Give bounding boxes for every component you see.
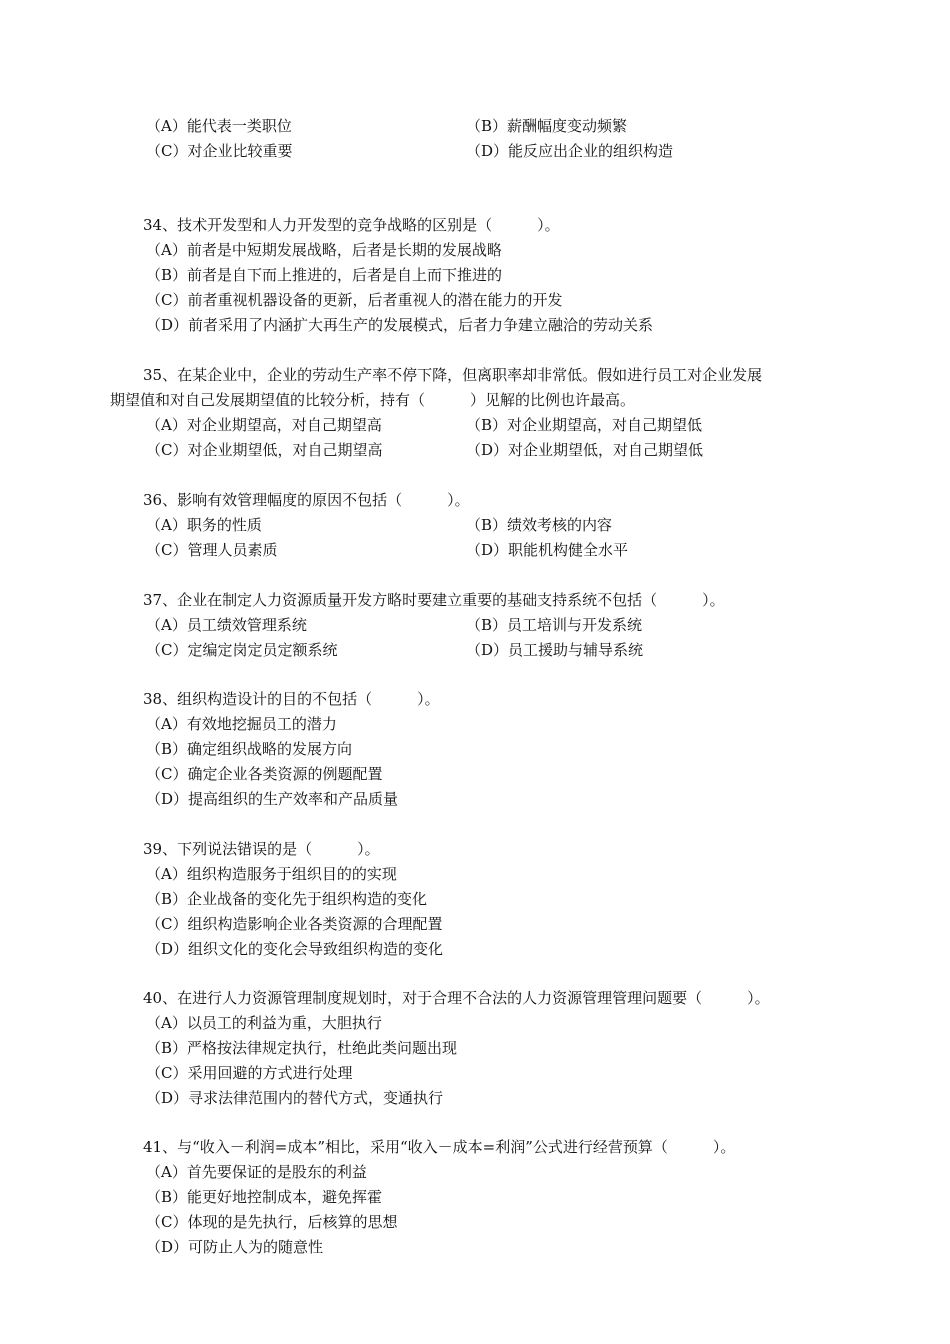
question-37-option-a: （A）员工绩效管理系统 [146,616,307,634]
option-d: （D）能反应出企业的组织构造 [466,142,674,160]
question-39-option-b: （B）企业战备的变化先于组织构造的变化 [146,890,428,908]
question-41-option-b: （B）能更好地控制成本，避免挥霍 [146,1188,383,1206]
question-35-option-c: （C）对企业期望低，对自己期望高 [146,441,383,459]
question-39-stem: 39、下列说法错误的是（ ）。 [143,840,380,858]
question-37-option-b: （B）员工培训与开发系统 [466,616,643,634]
question-38-option-c: （C）确定企业各类资源的例题配置 [146,765,383,783]
question-35-option-d: （D）对企业期望低，对自己期望低 [466,441,704,459]
question-34-stem: 34、技术开发型和人力开发型的竞争战略的区别是（ ）。 [143,216,560,234]
question-38-option-b: （B）确定组织战略的发展方向 [146,740,353,758]
question-39-option-a: （A）组织构造服务于组织目的的实现 [146,865,397,883]
question-35-option-b: （B）对企业期望高，对自己期望低 [466,416,703,434]
question-35-option-a: （A）对企业期望高，对自己期望高 [146,416,382,434]
question-34-option-c: （C）前者重视机器设备的更新，后者重视人的潜在能力的开发 [146,291,563,309]
question-40-option-d: （D）寻求法律范围内的替代方式，变通执行 [146,1089,444,1107]
question-36-option-c: （C）管理人员素质 [146,541,278,559]
question-34-option-d: （D）前者采用了内涵扩大再生产的发展模式，后者力争建立融洽的劳动关系 [146,316,654,334]
question-38-stem: 38、组织构造设计的目的不包括（ ）。 [143,690,440,708]
question-35-stem-line2: 期望值和对自己发展期望值的比较分析，持有（ ）见解的比例也许最高。 [110,391,636,409]
option-b: （B）薪酬幅度变动频繁 [466,117,628,135]
question-41-option-a: （A）首先要保证的是股东的利益 [146,1163,367,1181]
question-41-option-c: （C）体现的是先执行，后核算的思想 [146,1213,398,1231]
question-40-option-a: （A）以员工的利益为重，大胆执行 [146,1014,382,1032]
question-40-stem: 40、在进行人力资源管理制度规划时，对于合理不合法的人力资源管理管理问题要（ ）。 [143,989,770,1007]
question-38-option-a: （A）有效地挖掘员工的潜力 [146,715,337,733]
question-38-option-d: （D）提高组织的生产效率和产品质量 [146,790,399,808]
question-39-option-c: （C）组织构造影响企业各类资源的合理配置 [146,915,443,933]
question-36-option-a: （A）职务的性质 [146,516,262,534]
question-37-option-c: （C）定编定岗定员定额系统 [146,641,338,659]
question-40-option-c: （C）采用回避的方式进行处理 [146,1064,353,1082]
question-35-stem-line1: 35、在某企业中，企业的劳动生产率不停下降，但离职率却非常低。假如进行员工对企业发展 [143,366,763,384]
question-34-option-a: （A）前者是中短期发展战略，后者是长期的发展战略 [146,241,502,259]
question-41-stem: 41、与“收入－利润=成本”相比，采用“收入－成本=利润”公式进行经营预算（ ）。 [143,1138,736,1156]
question-37-option-d: （D）员工援助与辅导系统 [466,641,644,659]
question-37-stem: 37、企业在制定人力资源质量开发方略时要建立重要的基础支持系统不包括（ ）。 [143,591,725,609]
question-40-option-b: （B）严格按法律规定执行，杜绝此类问题出现 [146,1039,458,1057]
question-41-option-d: （D）可防止人为的随意性 [146,1238,324,1256]
option-c: （C）对企业比较重要 [146,142,293,160]
option-a: （A）能代表一类职位 [146,117,292,135]
question-36-option-d: （D）职能机构健全水平 [466,541,629,559]
question-39-option-d: （D）组织文化的变化会导致组织构造的变化 [146,940,444,958]
question-34-option-b: （B）前者是自下而上推进的，后者是自上而下推进的 [146,266,503,284]
question-36-stem: 36、影响有效管理幅度的原因不包括（ ）。 [143,491,470,509]
question-36-option-b: （B）绩效考核的内容 [466,516,613,534]
